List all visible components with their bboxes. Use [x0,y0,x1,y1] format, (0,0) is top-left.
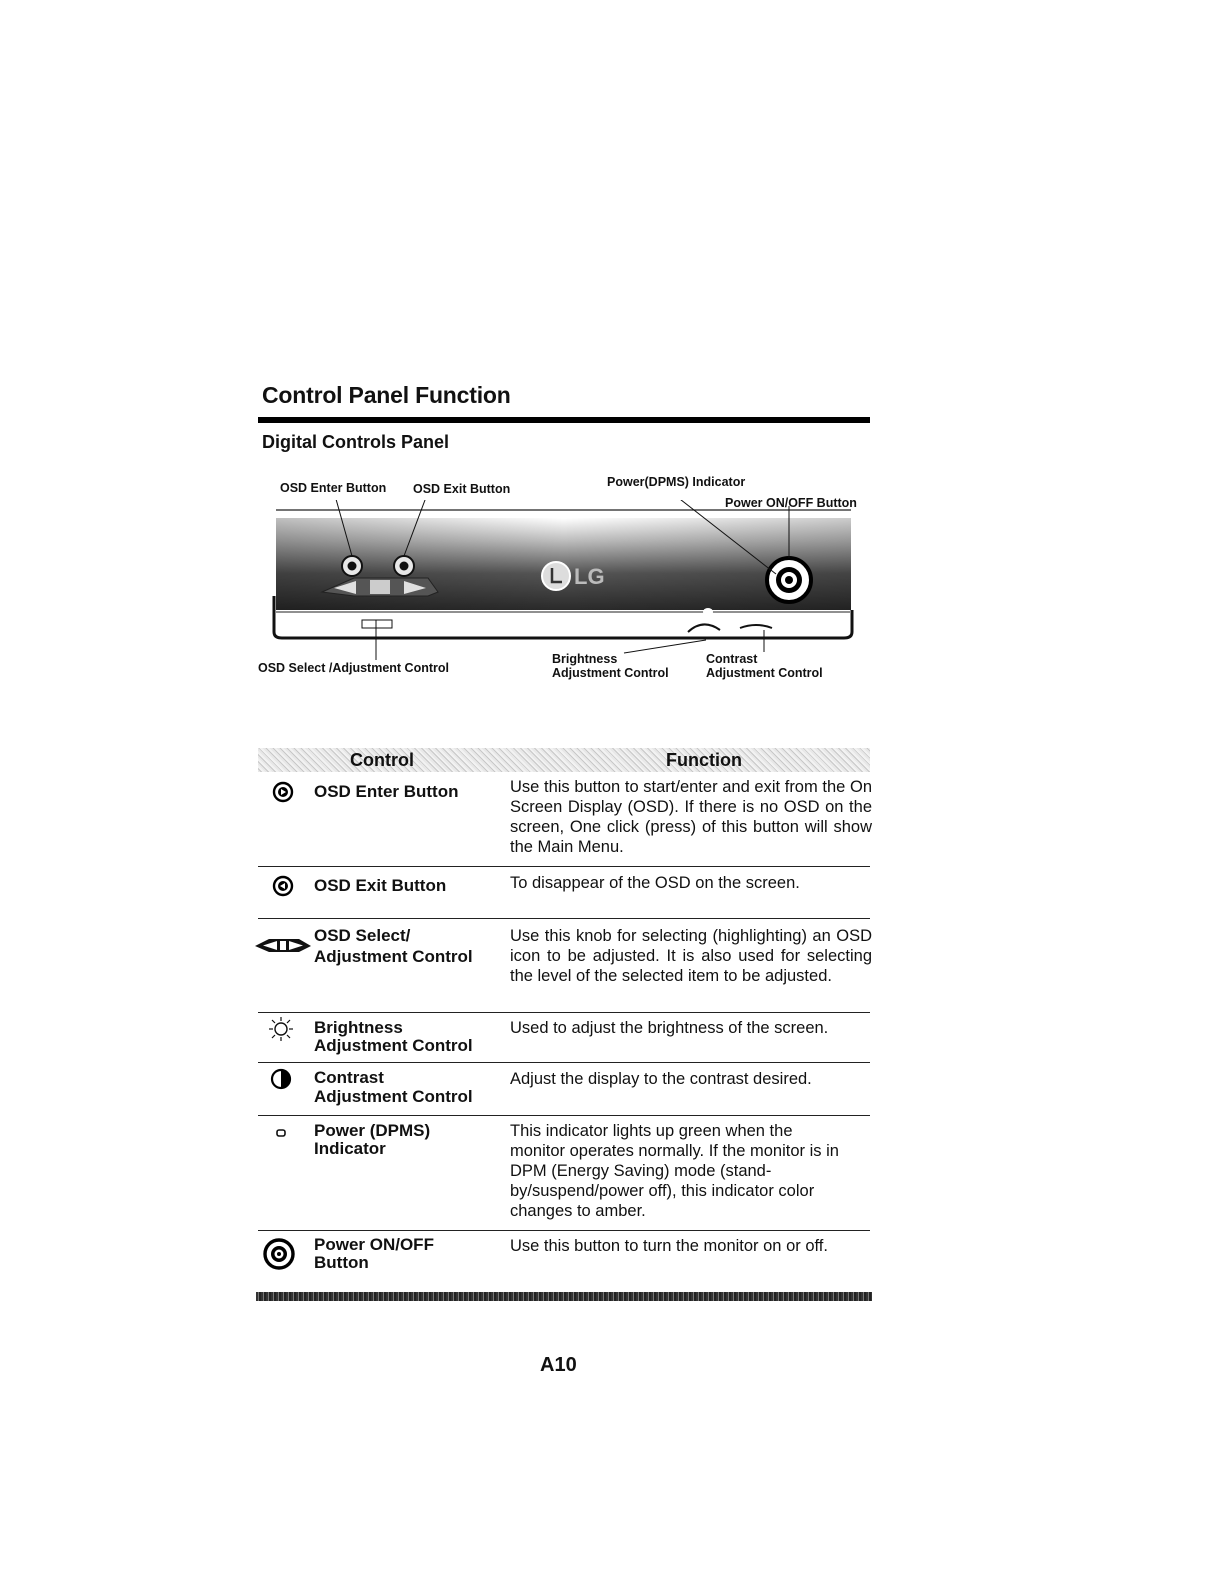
label-osd-enter: OSD Enter Button [280,481,387,495]
row-divider [258,1230,870,1231]
row-divider [258,1012,870,1013]
section-subtitle: Digital Controls Panel [262,432,450,452]
row-brightness-control-2: Adjustment Control [314,1036,473,1055]
label-power-indicator: Power(DPMS) Indicator [607,475,746,489]
row-brightness-control-1: Brightness [314,1018,403,1037]
row-power-indicator-function-3: DPM (Energy Saving) mode (stand- [510,1162,772,1180]
row-osd-exit-control: OSD Exit Button [314,876,447,895]
osd-enter-button-drawing [342,556,362,576]
osd-exit-button-drawing [394,556,414,576]
power-button-drawing [767,558,811,602]
power-led-drawing [703,608,713,616]
title-rule [258,417,870,423]
row-power-indicator-function-2: monitor operates normally. If the monitor is in [510,1142,839,1160]
row-power-indicator-control-2: Indicator [314,1139,386,1158]
table-footer-bar [256,1292,872,1301]
row-osd-select-function: Use this knob for selecting (highlighting) an OSD icon to be adjusted. It is also used for selecting the level of the selected item to be adjusted. [510,927,872,985]
row-divider [258,866,870,867]
label-brightness-1: Brightness [552,652,618,666]
row-osd-enter-control: OSD Enter Button [314,782,459,801]
page-title: Control Panel Function [262,382,511,408]
row-power-indicator-function-4: by/suspend/power off), this indicator color [510,1182,815,1200]
row-power-button-function: Use this button to turn the monitor on or off. [510,1237,828,1255]
row-power-indicator-function-5: changes to amber. [510,1202,646,1220]
page-number: A10 [540,1354,577,1376]
label-contrast-2: Adjustment Control [706,666,823,680]
row-power-button-control-1: Power ON/OFF [314,1235,434,1254]
brightness-icon [268,1015,294,1043]
row-power-indicator-control-1: Power (DPMS) [314,1121,431,1140]
row-osd-enter-function: Use this button to start/enter and exit from the On Screen Display (OSD). If there is no OSD on the screen, One click (press) of this button will show the Main Menu. [510,778,872,856]
row-osd-exit-function: To disappear of the OSD on the screen. [510,874,800,892]
contrast-icon [270,1068,292,1090]
header-control: Control [350,750,414,770]
power-button-icon [262,1237,296,1271]
row-contrast-control-2: Adjustment Control [314,1087,473,1106]
label-contrast-1: Contrast [706,652,758,666]
row-contrast-function: Adjust the display to the contrast desired. [510,1070,812,1088]
control-panel-diagram [256,500,876,660]
label-power-button: Power ON/OFF Button [725,496,857,510]
power-indicator-icon [276,1129,286,1137]
label-osd-exit: OSD Exit Button [413,482,511,496]
header-function: Function [666,750,742,770]
row-osd-select-control-1: OSD Select/ [314,926,411,945]
row-power-indicator-function-1: This indicator lights up green when the [510,1122,793,1140]
lg-logo [542,562,605,590]
label-brightness-2: Adjustment Control [552,666,669,680]
osd-enter-icon [272,781,294,803]
row-power-button-control-2: Button [314,1253,369,1272]
row-divider [258,918,870,919]
osd-select-icon [253,933,313,955]
row-divider [258,1115,870,1116]
row-divider [258,1062,870,1063]
row-contrast-control-1: Contrast [314,1068,384,1087]
osd-exit-icon [272,875,294,897]
row-osd-select-control-2: Adjustment Control [314,947,473,966]
row-brightness-function: Used to adjust the brightness of the screen. [510,1019,829,1037]
svg-text:LG: LG [574,564,605,589]
label-osd-select: OSD Select /Adjustment Control [258,661,449,675]
